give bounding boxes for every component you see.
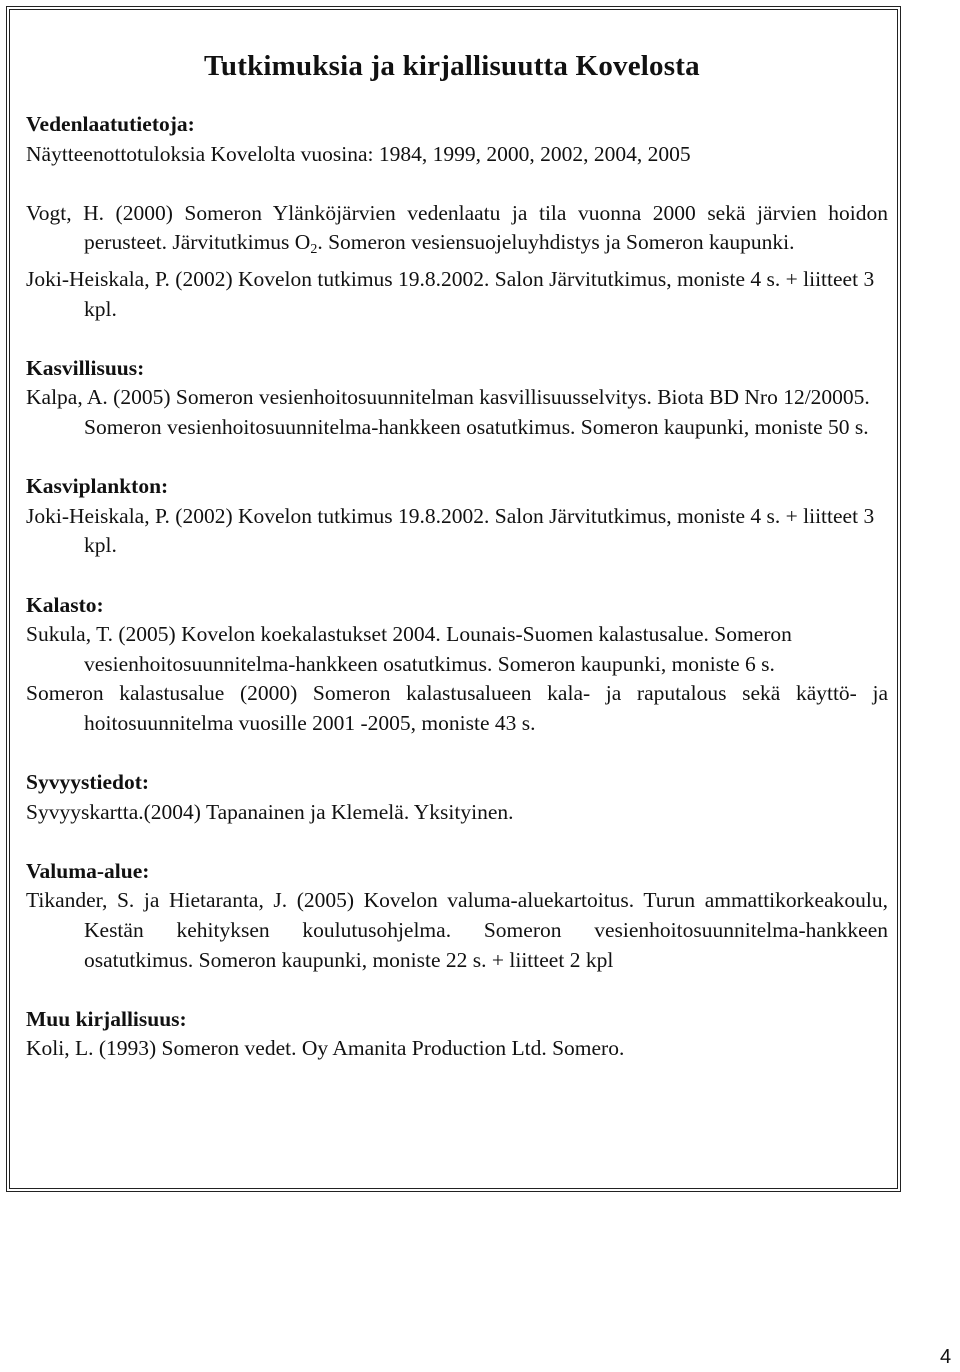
- reference-kalpa: Kalpa, A. (2005) Someron vesienhoitosuunnitelman kasvillisuusselvitys. Biota BD Nro 12/20005. Someron vesienhoitosuunnitelma-hankkeen osatutkimus. Someron kaupunki, moniste 50 s.: [26, 385, 870, 439]
- subscript-2: 2: [310, 242, 318, 258]
- reference-tikander: Tikander, S. ja Hietaranta, J. (2005) Kovelon valuma-aluekartoitus. Turun ammattikorkeakoulu, Kestän kehityksen koulutusohjelma. Someron vesienhoitosuunnitelma-hankkeen osatutkimus. Someron kaupunki, moniste 22 s. + liitteet 2 kpl: [26, 888, 888, 972]
- section-heading-vedenlaatu: Vedenlaatutietoja:: [26, 112, 195, 136]
- section-heading-syvyystiedot: Syvyystiedot:: [26, 770, 150, 795]
- reference-koli: Koli, L. (1993) Someron vedet. Oy Amanita Production Ltd. Somero.: [26, 1036, 625, 1061]
- section-heading-kalasto: Kalasto:: [26, 592, 104, 617]
- page-number: 4: [940, 1346, 952, 1368]
- document-body: [26, 110, 888, 1064]
- reference-sukula: Sukula, T. (2005) Kovelon koekalastukset 2004. Lounais-Suomen kalastusalue. Someron vesienhoitosuunnitelma-hankkeen osatutkimus. Someron kaupunki, moniste 6 s.: [26, 622, 792, 676]
- sampling-years-line: Näytteenottotuloksia Kovelolta vuosina: 1984, 1999, 2000, 2002, 2004, 2005: [26, 141, 691, 166]
- section-heading-muu-kirjallisuus: Muu kirjallisuus:: [26, 1006, 187, 1031]
- reference-syvyyskartta: Syvyyskartta.(2004) Tapanainen ja Klemelä. Yksityinen.: [26, 799, 514, 824]
- page-title: Tutkimuksia ja kirjallisuutta Kovelosta: [204, 50, 700, 82]
- reference-joki-heiskala: Joki-Heiskala, P. (2002) Kovelon tutkimus 19.8.2002. Salon Järvitutkimus, moniste 4 s. + liitteet 3 kpl.: [26, 266, 875, 321]
- section-heading-kasviplankton: Kasviplankton:: [26, 474, 169, 499]
- section-heading-valuma-alue: Valuma-alue:: [26, 858, 150, 883]
- reference-vogt: Vogt, H. (2000) Someron Ylänköjärvien vedenlaatu ja tila vuonna 2000 sekä järvien hoidon perusteet. Järvitutkimus $O_2$. Someron vesiensuojeluyhdistys ja Someron kaupunki.: [26, 200, 888, 258]
- reference-someron-kalastusalue: Someron kalastusalue (2000) Someron kalastusalueen kala- ja raputalous sekä käyttö- ja hoitosuunnitelma vuosille 2001 -2005, moniste 43 s.: [26, 681, 888, 735]
- reference-joki-heiskala-2: Joki-Heiskala, P. (2002) Kovelon tutkimus 19.8.2002. Salon Järvitutkimus, moniste 4 s. + liitteet 3 kpl.: [26, 503, 875, 558]
- section-heading-kasvillisuus: Kasvillisuus:: [26, 355, 145, 380]
